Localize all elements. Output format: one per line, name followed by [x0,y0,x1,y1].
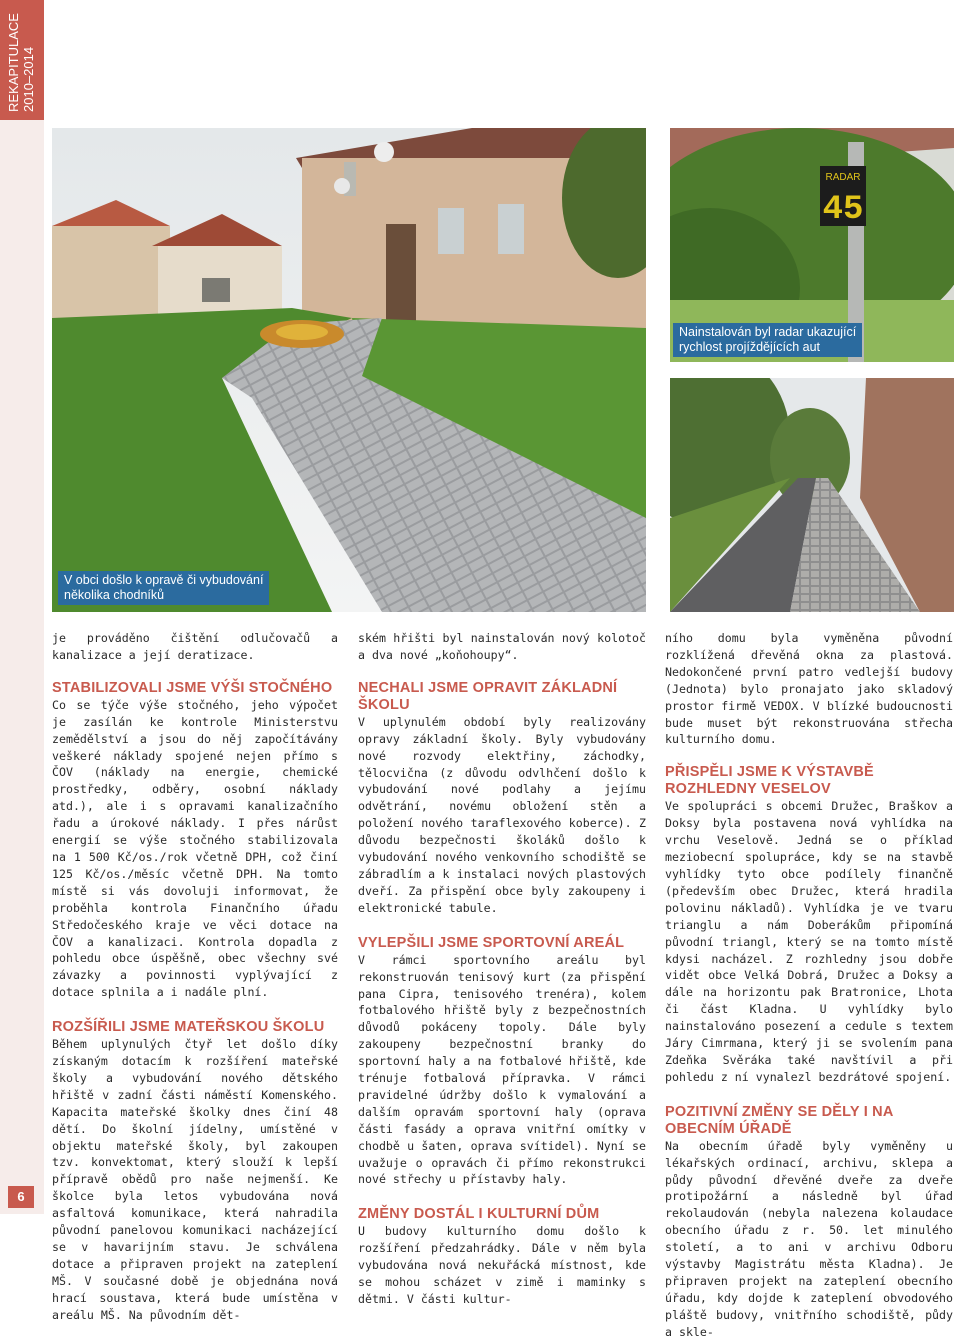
section-tab-label [6,13,36,112]
caption-path-line2: několika chodníků [64,588,165,602]
heading-municipal-office: POZITIVNÍ ZMĚNY SE DĚLY I NA OBECNÍM ÚŘADĚ [665,1103,893,1137]
text-lookout-tower: Ve spolupráci s obcemi Družec, Braškov a Doksy byla postavena nová vyhlídka na vrchu Veselově. Jedná se o příklad meziobecní spolupráce, kdy se na stavbě vyhlídky tyto obce podílely finančně (především obec Družec, která hradila polovinu nákladů). Vyhlídka je ve tvaru trianglu a nám Doberákům připomíná původní triangl, který se na tomto místě kdysi nacházel. Z rozhledny jsou dobře vidět obce Velká Dobrá, Družec a Doksy a dále na horizontu pak Bratronice, Lhota či část Kladna. U vyhlídky bylo nainstalováno posezení a cedule s textem Járy Cimrmana, který ji se svolením pana Zdeňka Svěráka také navštívil a při pohledu z ní vynalezl bezdrátové spojení. [665,799,953,1084]
section-tab [0,0,44,120]
radar-sign-title: RADAR [825,172,861,183]
photo-road [670,378,954,612]
heading-lookout-tower: PŘISPĚLI JSME K VÝSTAVBĚ ROZHLEDNY VESELOV [665,764,874,798]
text-municipal-office: Na obecním úřadě byly vyměněny u lékařských ordinací, archivu, sklepa a půdy původní dřevěné dveře za dveře protipožární a následně byl úřad rekolaudován (nebyla nalezena kolaudace obecního úřadu z r. 50. let minulého století, a to ani v archivu Odboru výstavby Magistrátu města Kladna). Je připraven projekt na zateplení obecního úřadu, kdy dojde k zateplení obvodového pláště budovy, vnitřního schodiště, půdy a skle- [665,1138,953,1339]
text-kindergarten: Během uplynulých čtyř let došlo díky získaným dotacím k rozšíření mateřské školy a vybudování nového dětského hřiště v zadní části náměstí Komenského. Kapacita mateřské školky dnes činí 48 dětí. Do školní jídelny, umístěné v objektu mateřské školy, byl zakoupen tzv. konvektomat, který slouží k lepší přípravě obědů pro naše nejmenší. Ke školce byla letos vybudována nová asfaltová komunikace, která nahradila původní panelovou komunikaci nacházející se v havarijním stavu. Je schválena dotace a připraven projekt na zateplení MŠ. V současné době je objednána nová hrací soustava, která bude umístěna v areálu MŠ. Na původním dět- [52,1037,338,1322]
photo-village-path [52,128,646,612]
col1-intro: je prováděno čištění odlučovačů a kanalizace a její deratizace. [52,631,338,662]
column-2 [358,630,646,1308]
text-sports-area: V rámci sportovního areálu byl rekonstruován tenisový kurt (za přispění pana Cipra, tenisového trenéra), kolem fotbalového hřiště byly z bezpečnostních důvodů pokáceny topoly. Dále byly zakoupeny bezpečnostní branky do sportovní haly a na fotbalové hřiště, kde trénuje fotbalová přípravka. V rámci pravidelné údržby došlo k vymalování a dalším opravám sportovní haly (oprava části fasády a oprava vnitřní omítky v chodbě u šaten, oprava svítidel). Nyní se uvažuje o opravách či přímo rekonstrukci nové střechy u přístavby haly. [358,952,646,1187]
caption-radar-line2: rychlost projíždějících aut [679,340,821,354]
road-image [670,378,954,612]
caption-radar [673,323,862,357]
caption-radar-line1: Nainstalován byl radar ukazující [679,325,857,339]
section-tab-years: 2010–2014 [21,46,36,112]
column-1 [52,630,338,1324]
col3-intro: ního domu byla vyměněna původní rozklížená dřevěná okna za plastová. Nedokončené první patro vedlejší budovy (Jednota) bylo pronajato jako skladový prostor firmě VEDOX. V blízké budoucnosti bude muset být rekonstruována střecha kulturního domu. [665,631,953,747]
column-3 [665,630,953,1341]
text-school: V uplynulém období byly realizovány opravy základní školy. Byly vybudovány nové rozvody elektřiny, záchodky, tělocvična (z důvodu odvlhčení došlo k vybudování nové podlahy a jejímu odvětrání, novému obložení stěn a položení nového taraflexového koberce). Z důvodu bezpečnosti školáků došlo k vybudování nového venkovního schodiště se zábradlím a k instalaci nových plastových dveří. Za přispění obce byly zakoupeny i elektronické tabule. [358,714,646,915]
village-path-image [52,128,646,612]
heading-sewage-fee: STABILIZOVALI JSME VÝŠI STOČNÉHO [52,679,333,696]
section-tab-title: REKAPITULACE [6,13,21,112]
text-sewage-fee: Co se týče výše stočného, jeho výpočet je zasílán ke kontrole Ministerstvu zemědělství a jsou do něj započítávány veškeré náklady spojené nejen přímo s ČOV (náklady na energie, chemické prostředky, odběry, osobní náklady atd.), ale i s opravami kanalizačního řadu a úrokové náklady. I přes nárůst energií se výše stočného stabilizovala na 1 500 Kč/os./rok včetně DPH, což činí 125 Kč/os./měsíc včetně DPH. Na tomto místě si vás dovoluji informovat, že proběhla kontrola Finančního úřadu Středočeského kraje ve věci dotace na ČOV a kanalizaci. Kontrola dopadla z pohledu obce úspěšně, obec všechny své závazky a povinnosti vyplývající z dotace splnila a i nadále plní. [52,697,338,1000]
page-number: 6 [8,1186,34,1208]
side-strip [0,120,44,1214]
heading-kindergarten: ROZŠÍŘILI JSME MATEŘSKOU ŠKOLU [52,1019,325,1036]
text-culture-house: U budovy kulturního domu došlo k rozšíření předzahrádky. Dále v něm byla vybudována nová nekuřácká místnost, kde se mohou scházet v zimě i maminky s dětmi. V části kultur- [358,1224,646,1306]
col2-intro: ském hřišti byl nainstalován nový kolotoč a dva nové „koňohoupy“. [358,631,646,662]
caption-village-path [58,571,269,605]
radar-sign-value: 45 [822,191,864,229]
caption-path-line1: V obci došlo k opravě či vybudování [64,573,264,587]
heading-school: NECHALI JSME OPRAVIT ZÁKLADNÍ ŠKOLU [358,679,618,713]
heading-culture-house: ZMĚNY DOSTÁL I KULTURNÍ DŮM [358,1206,600,1223]
heading-sports-area: VYLEPŠILI JSME SPORTOVNÍ AREÁL [358,934,625,951]
